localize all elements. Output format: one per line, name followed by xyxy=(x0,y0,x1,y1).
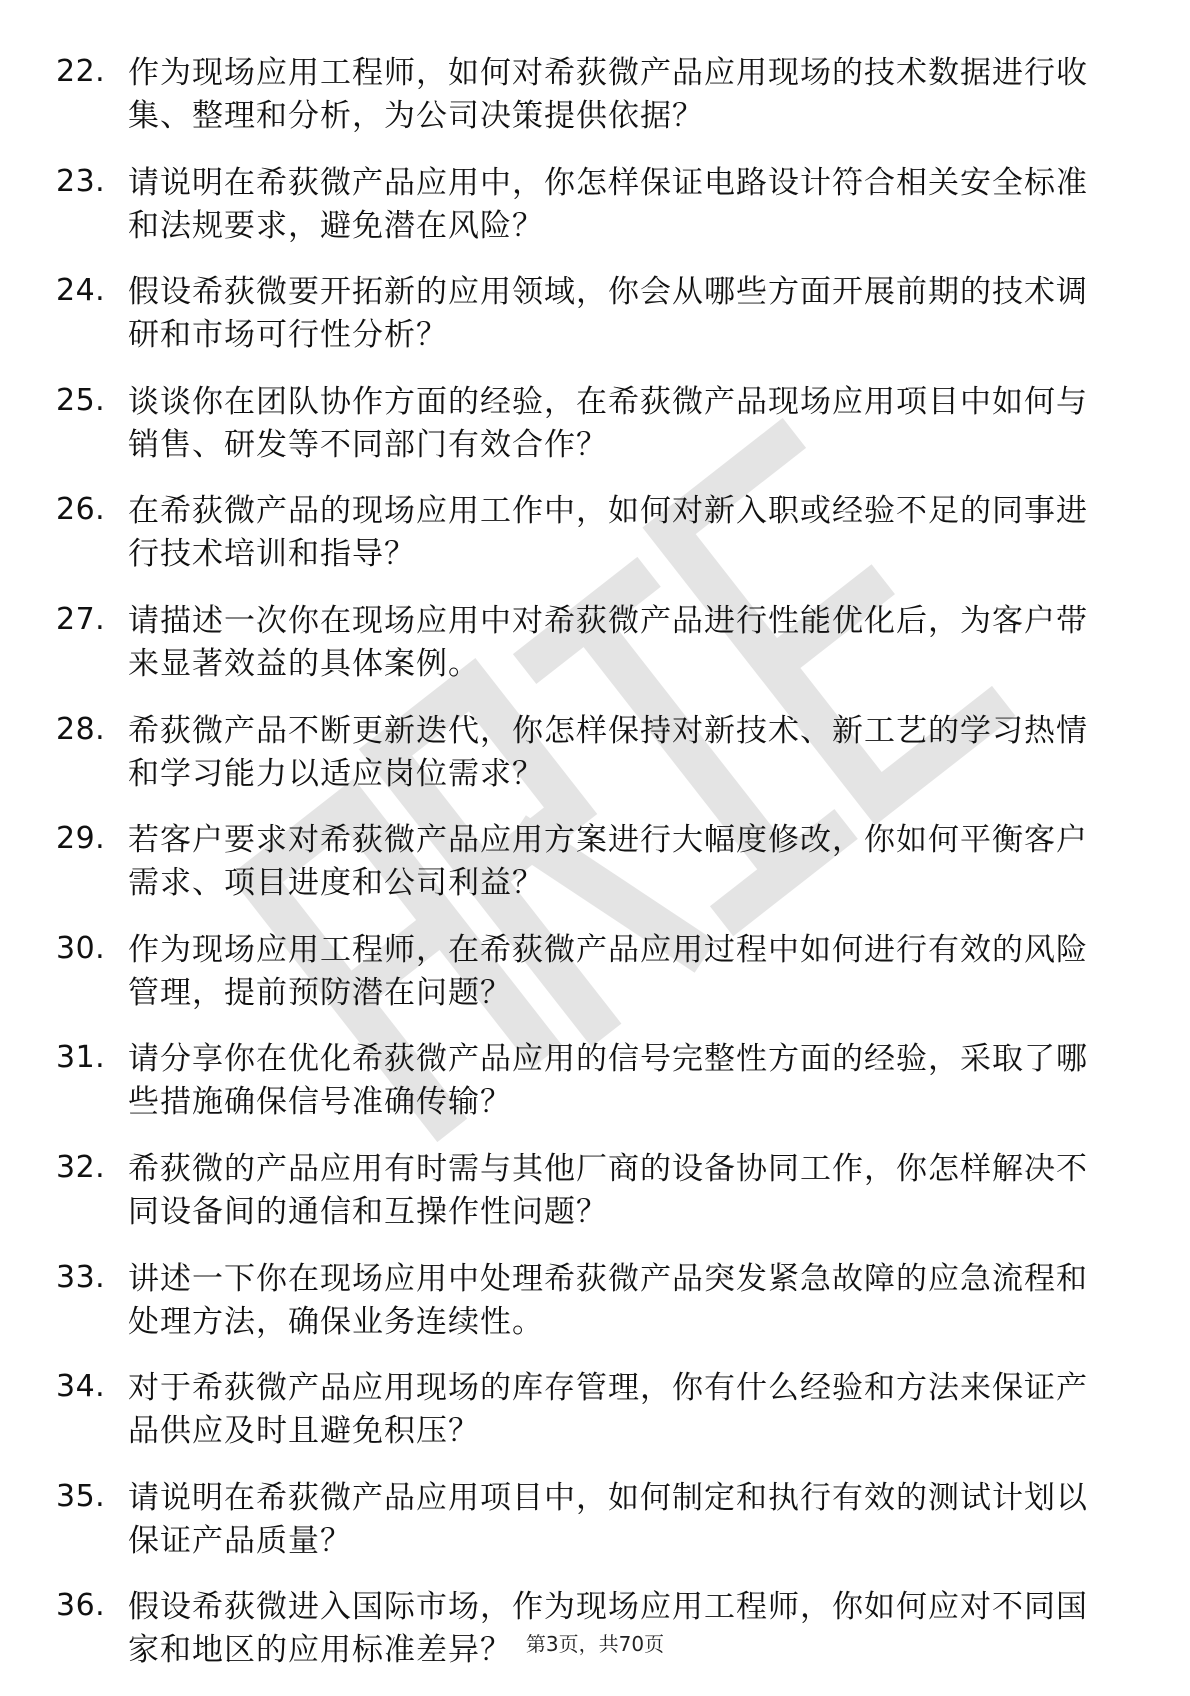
question-text: 请描述一次你在现场应用中对希荻微产品进行性能优化后，为客户带来显著效益的具体案例。 xyxy=(128,602,1088,682)
page-footer xyxy=(0,1628,1190,1657)
question-text: 请说明在希荻微产品应用项目中，如何制定和执行有效的测试计划以保证产品质量？ xyxy=(128,1479,1088,1559)
question-item xyxy=(56,1148,1116,1233)
question-item xyxy=(56,1367,1116,1452)
question-number: 25. xyxy=(56,382,106,418)
question-number: 36. xyxy=(56,1588,106,1624)
question-number: 23. xyxy=(56,163,106,199)
question-item xyxy=(56,600,1116,685)
question-item xyxy=(56,1038,1116,1123)
question-text: 对于希荻微产品应用现场的库存管理，你有什么经验和方法来保证产品供应及时且避免积压？ xyxy=(128,1370,1088,1450)
question-text: 假设希荻微要开拓新的应用领域，你会从哪些方面开展前期的技术调研和市场可行性分析？ xyxy=(128,274,1088,354)
question-text: 若客户要求对希荻微产品应用方案进行大幅度修改，你如何平衡客户需求、项目进度和公司利益？ xyxy=(128,822,1088,902)
question-number: 22. xyxy=(56,54,106,89)
question-text: 请说明在希荻微产品应用中，你怎样保证电路设计符合相关安全标准和法规要求，避免潜在风险？ xyxy=(128,164,1088,244)
question-item xyxy=(56,929,1116,1014)
question-text: 讲述一下你在现场应用中处理希荻微产品突发紧急故障的应急流程和处理方法，确保业务连续性。 xyxy=(128,1260,1088,1340)
question-number: 31. xyxy=(56,1040,106,1076)
question-number: 33. xyxy=(56,1259,106,1295)
question-text: 希荻微产品不断更新迭代，你怎样保持对新技术、新工艺的学习热情和学习能力以适应岗位需求？ xyxy=(128,712,1088,792)
question-text: 作为现场应用工程师，在希荻微产品应用过程中如何进行有效的风险管理，提前预防潜在问题？ xyxy=(128,931,1088,1011)
question-item xyxy=(56,381,1116,466)
question-item xyxy=(56,710,1116,795)
question-number: 35. xyxy=(56,1478,106,1514)
question-text: 在希荻微产品的现场应用工作中，如何对新入职或经验不足的同事进行技术培训和指导？ xyxy=(128,493,1088,573)
question-text: 作为现场应用工程师，如何对希荻微产品应用现场的技术数据进行收集、整理和分析，为公司决策提供依据？ xyxy=(128,55,1088,134)
question-number: 32. xyxy=(56,1149,106,1185)
question-number: 26. xyxy=(56,492,106,528)
question-item xyxy=(56,162,1116,247)
page-number-label: 第3页，共70页 xyxy=(525,1632,665,1656)
question-number: 30. xyxy=(56,930,106,966)
question-item xyxy=(56,1477,1116,1562)
question-number: 28. xyxy=(56,711,106,747)
question-item xyxy=(56,1258,1116,1343)
question-text: 请分享你在优化希荻微产品应用的信号完整性方面的经验，采取了哪些措施确保信号准确传输？ xyxy=(128,1041,1088,1121)
question-item xyxy=(56,271,1116,356)
question-list xyxy=(56,52,1116,1696)
question-number: 34. xyxy=(56,1369,106,1405)
question-text: 谈谈你在团队协作方面的经验，在希荻微产品现场应用项目中如何与销售、研发等不同部门有效合作？ xyxy=(128,383,1088,463)
question-item xyxy=(56,490,1116,575)
question-text: 希荻微的产品应用有时需与其他厂商的设备协同工作，你怎样解决不同设备间的通信和互操作性问题？ xyxy=(128,1150,1088,1230)
question-number: 29. xyxy=(56,821,106,857)
question-item xyxy=(56,52,1116,137)
question-item xyxy=(56,819,1116,904)
question-number: 27. xyxy=(56,601,106,637)
question-text: 假设希荻微进入国际市场，作为现场应用工程师，你如何应对不同国家和地区的应用标准差异？ xyxy=(128,1589,1088,1669)
question-number: 24. xyxy=(56,273,106,309)
